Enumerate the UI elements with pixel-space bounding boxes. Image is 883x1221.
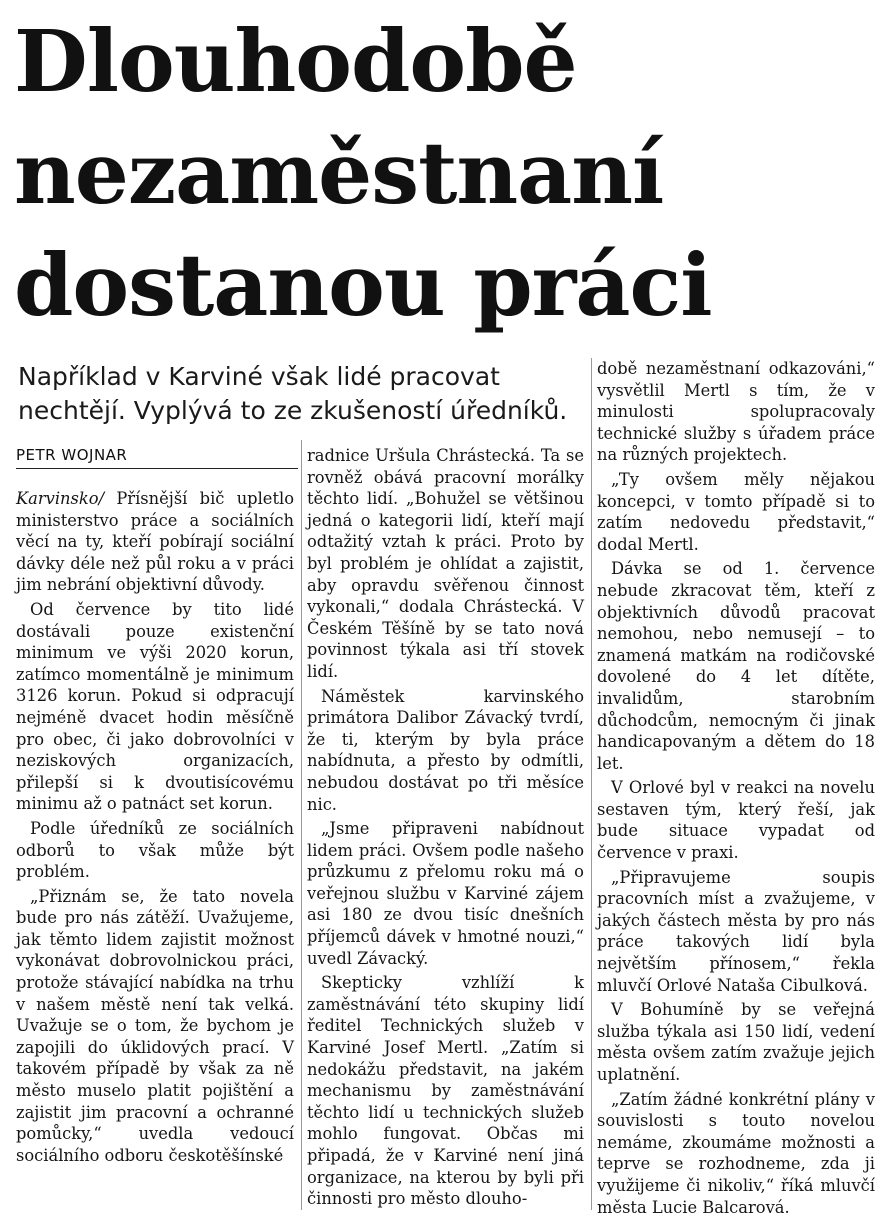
headline-line-3: dostanou práci <box>14 236 712 336</box>
byline: PETR WOJNAR <box>16 446 298 469</box>
paragraph: „Jsme připraveni nabídnout lidem práci. Ovšem podle našeho průzkumu z přelomu roku má o veřejnou službu v Karviné zájem asi 180 ze dvou tisíc dnešních příjemců dávek v hmotné nouzi,“ uvedl Závacký. <box>307 819 584 968</box>
headline-line-2: nezaměstnaní <box>14 124 664 224</box>
article-column-2 <box>307 445 584 1213</box>
article-column-3 <box>597 358 875 1221</box>
dateline-place: Karvinsko/ <box>16 489 105 508</box>
paragraph: době nezaměstnaní odkazováni,“ vysvětlil Mertl s tím, že v minulosti spolupracovaly technické služby s úřadem práce na různých projektech. <box>597 359 875 465</box>
paragraph: „Připravujeme soupis pracovních míst a zvažujeme, v jakých částech města by pro nás práce takových lidí byla největším přínosem,“ řekla mluvčí Orlové Nataša Cibulková. <box>597 867 875 995</box>
paragraph: Podle úředníků ze sociálních odborů to však může být problém. <box>16 818 294 882</box>
paragraph: „Přiznám se, že tato novela bude pro nás zátěží. Uvažujeme, jak těmto lidem zajistit možnost vykonávat dobrovolnickou práci, protože stávající nabídka na trhu v našem městě není tak velká. Uvažuje se o tom, že bychom je zapojili do úklidových prací. V takovém případě by však za ně město muselo platit pojištění a zajistit jim pracovní a ochranné pomůcky,“ uvedla vedoucí sociálního odboru českotěšínské <box>16 886 294 1165</box>
paragraph: Skepticky vzhlíží k zaměstnávání této skupiny lidí ředitel Technických služeb v Karviné Josef Mertl. „Zatím si nedokážu představit, na jakém mechanismu by zaměstnávání těchto lidí u technických služeb mohlo fungovat. Občas mi připadá, že v Karviné není jiná organizace, na kterou by byli při činnosti pro město dlouho- <box>307 973 584 1209</box>
paragraph: Náměstek karvinského primátora Dalibor Závacký tvrdí, že ti, kterým by byla práce nabídnuta, a přesto by odmítli, nebudou dostávat po tři měsíce nic. <box>307 686 584 814</box>
subheadline-line-1: Například v Karviné však lidé pracovat <box>18 362 500 391</box>
paragraph: Od července by tito lidé dostávali pouze existenční minimum ve výši 2020 korun, zatímco momentálně je minimum 3126 korun. Pokud si odpracují nejméně dvacet hodin měsíčně pro obec, či jako dobrovolníci v neziskových organizacích, přilepší si k dvoutisícovému minimu až o patnáct set korun. <box>16 599 294 814</box>
headline-line-1: Dlouhodobě <box>14 12 577 112</box>
paragraph-text: Přísnější bič upletlo ministerstvo práce a sociálních věcí na ty, kteří pobírají sociální dávky déle než půl roku a v práci jim nebrání objektivní důvody. <box>16 489 294 595</box>
column-divider <box>591 358 592 1210</box>
paragraph: „Ty ovšem měly nějakou koncepci, v tomto případě si to zatím nedovedu představit,“ dodal Mertl. <box>597 469 875 554</box>
paragraph: V Orlové byl v reakci na novelu sestaven tým, který řeší, jak bude situace vypadat od července v praxi. <box>597 778 875 863</box>
subheadline-line-2: nechtějí. Vyplývá to ze zkušeností úředníků. <box>18 396 568 425</box>
article-column-1 <box>16 488 294 1169</box>
paragraph: V Bohumíně by se veřejná služba týkala asi 150 lidí, vedení města ovšem zatím zvažuje jejich uplatnění. <box>597 1000 875 1084</box>
paragraph: radnice Uršula Chrástecká. Ta se rovněž obává pracovní morálky těchto lidí. „Bohužel se většinou jedná o kategorii lidí, kteří mají odtažitý vztah k práci. Proto by byl problém je ohlídat a zajistit, aby opravdu svěřenou činnost vykonali,“ dodala Chrástecká. V Českém Těšíně by se tato nová povinnost týkala asi tří stovek lidí. <box>307 446 584 681</box>
paragraph: „Zatím žádné konkrétní plány v souvislosti s touto novelou nemáme, zkoumáme možnosti a teprve se rozhodneme, zda ji využijeme či nikoliv,“ říká mluvčí města Lucie Balcarová. <box>597 1089 875 1217</box>
paragraph <box>16 488 294 596</box>
headline <box>14 6 874 342</box>
column-divider <box>301 440 302 1210</box>
paragraph: Dávka se od 1. července nebude zkracovat těm, kteří z objektivních důvodů pracovat nemohou, nebo nemusejí – to znamená matkám na rodičovské dovolené do 4 let dítěte, invalidům, starobním důchodcům, nemocným či jinak handicapovaným a dětem do 18 let. <box>597 559 875 773</box>
subheadline <box>18 360 593 428</box>
